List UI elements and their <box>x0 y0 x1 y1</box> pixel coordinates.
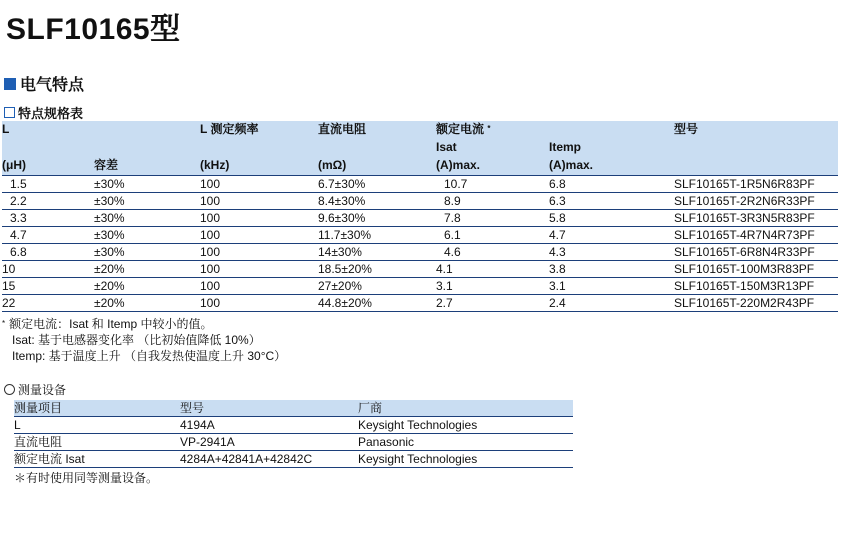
table-cell: 3.1 <box>436 279 453 293</box>
page-title: SLF10165型 <box>6 13 181 46</box>
table-cell: 2.2 <box>10 194 27 208</box>
table-cell: VP-2941A <box>180 435 235 449</box>
table-cell: 3.3 <box>10 211 27 225</box>
table-cell: 6.7±30% <box>318 177 366 191</box>
table-row <box>2 210 838 227</box>
header-cell: L 测定频率 <box>200 121 318 139</box>
table-cell: 4.7 <box>549 228 566 242</box>
header-cell <box>674 139 838 157</box>
table-cell: 100 <box>200 262 221 276</box>
table-row <box>2 176 838 193</box>
table-cell: 额定电流 Isat <box>14 452 85 466</box>
equipment-table <box>14 400 573 468</box>
header-cell: (A)max. <box>436 157 549 176</box>
open-square-icon <box>4 107 15 118</box>
table-cell: 6.8 <box>10 245 27 259</box>
header-cell <box>674 157 838 176</box>
table-cell: 4.3 <box>549 245 566 259</box>
table-cell: 4284A+42841A+42842C <box>180 452 313 466</box>
spec-header-row-2 <box>2 139 838 157</box>
table-cell: 11.7±30% <box>318 228 372 242</box>
table-cell: SLF10165T-1R5N6R83PF <box>674 177 815 191</box>
header-cell <box>318 139 436 157</box>
header-cell: L <box>2 121 94 139</box>
equipment-header-row <box>14 400 573 417</box>
header-cell <box>94 139 200 157</box>
spec-table-body <box>2 176 838 312</box>
table-cell: ±30% <box>94 194 125 208</box>
header-cell: (A)max. <box>549 157 674 176</box>
table-cell: 2.4 <box>549 296 566 310</box>
header-cell: Itemp <box>549 139 674 157</box>
table-cell: 2.7 <box>436 296 453 310</box>
table-cell: 4.1 <box>436 262 453 276</box>
table-cell: ±30% <box>94 211 125 225</box>
table-cell: SLF10165T-2R2N6R33PF <box>674 194 815 208</box>
table-row <box>14 417 573 434</box>
note-line-3: Itemp: 基于温度上升 （自我发热使温度上升 30°C） <box>12 349 287 363</box>
table-row <box>14 451 573 468</box>
table-cell: 44.8±20% <box>318 296 372 310</box>
table-cell: SLF10165T-6R8N4R33PF <box>674 245 815 259</box>
table-cell: 3.8 <box>549 262 566 276</box>
table-cell: 8.4±30% <box>318 194 366 208</box>
table-row <box>2 244 838 261</box>
circle-icon <box>4 384 15 395</box>
table-cell: ±30% <box>94 245 125 259</box>
table-row <box>2 278 838 295</box>
table-row <box>2 295 838 312</box>
header-cell: (mΩ) <box>318 157 436 176</box>
table-cell: 1.5 <box>10 177 27 191</box>
table-cell: 100 <box>200 177 221 191</box>
header-cell <box>2 139 94 157</box>
table-cell: 直流电阻 <box>14 435 63 449</box>
table-cell: 4194A <box>180 418 215 432</box>
table-cell: Panasonic <box>358 435 415 449</box>
table-cell: ±30% <box>94 177 125 191</box>
equipment-heading <box>4 381 66 398</box>
table-cell: ±30% <box>94 228 125 242</box>
rated-note-mark: * <box>487 124 491 133</box>
header-cell <box>94 121 200 139</box>
table-cell: SLF10165T-220M2R43PF <box>674 296 815 310</box>
table-row <box>2 227 838 244</box>
table-cell: SLF10165T-100M3R83PF <box>674 262 815 276</box>
table-cell: 7.8 <box>444 211 461 225</box>
table-cell: L <box>14 418 21 432</box>
table-cell: 9.6±30% <box>318 211 366 225</box>
equipment-note: ＊有时使用同等测量设备。 <box>14 471 159 485</box>
table-cell: Keysight Technologies <box>358 452 478 466</box>
header-cell: 型号 <box>180 400 358 417</box>
table-cell: ±20% <box>94 262 125 276</box>
equipment-table-body <box>14 417 573 468</box>
header-cell <box>436 121 549 139</box>
table-cell: 100 <box>200 194 221 208</box>
table-cell: SLF10165T-4R7N4R73PF <box>674 228 815 242</box>
header-cell: 型号 <box>674 121 838 139</box>
table-cell: 100 <box>200 211 221 225</box>
table-cell: 6.8 <box>549 177 566 191</box>
table-cell: 18.5±20% <box>318 262 372 276</box>
spec-notes <box>2 316 286 364</box>
header-cell: 容差 <box>94 157 200 176</box>
equipment-title: 测量设备 <box>18 383 67 397</box>
table-cell: 27±20% <box>318 279 362 293</box>
table-cell: SLF10165T-150M3R13PF <box>674 279 815 293</box>
note-star: * <box>2 319 6 328</box>
note-text: 额定电流：Isat 和 Itemp 中较小的值。 <box>9 317 213 331</box>
note-line-1 <box>2 316 286 332</box>
header-cell <box>200 139 318 157</box>
header-cell: 直流电阻 <box>318 121 436 139</box>
spec-header-row-1 <box>2 121 838 139</box>
table-cell: ±20% <box>94 296 125 310</box>
header-cell: 厂商 <box>358 400 573 417</box>
table-cell: 100 <box>200 228 221 242</box>
section-title: 电气特点 <box>20 77 85 94</box>
table-row <box>2 261 838 278</box>
table-cell: 4.6 <box>444 245 461 259</box>
spec-header-row-3 <box>2 157 838 176</box>
table-cell: 5.8 <box>549 211 566 225</box>
table-cell: 10.7 <box>444 177 468 191</box>
table-cell: 6.3 <box>549 194 566 208</box>
table-cell: 100 <box>200 296 221 310</box>
table-cell: 100 <box>200 245 221 259</box>
header-cell: (kHz) <box>200 157 318 176</box>
table-cell: SLF10165T-3R3N5R83PF <box>674 211 815 225</box>
table-cell: 8.9 <box>444 194 461 208</box>
table-cell: ±20% <box>94 279 125 293</box>
header-cell: 测量项目 <box>14 400 180 417</box>
header-cell: (μH) <box>2 157 94 176</box>
spec-subtitle: 特点规格表 <box>18 106 84 121</box>
table-cell: 6.1 <box>444 228 461 242</box>
table-row <box>2 193 838 210</box>
table-cell: 22 <box>2 296 16 310</box>
rated-current-header: 额定电流 <box>436 122 485 136</box>
table-cell: 15 <box>2 279 16 293</box>
note-line-2: Isat: 基于电感器变化率 （比初始值降低 10%） <box>12 333 261 347</box>
table-cell: Keysight Technologies <box>358 418 478 432</box>
filled-square-icon <box>4 78 16 90</box>
header-cell: Isat <box>436 139 549 157</box>
spec-table <box>2 121 838 312</box>
table-cell: 4.7 <box>10 228 27 242</box>
spec-subheading <box>4 103 83 122</box>
table-row <box>14 434 573 451</box>
table-cell: 3.1 <box>549 279 566 293</box>
table-cell: 100 <box>200 279 221 293</box>
header-cell <box>549 121 674 139</box>
section-heading <box>4 72 84 95</box>
table-cell: 14±30% <box>318 245 362 259</box>
table-cell: 10 <box>2 262 16 276</box>
